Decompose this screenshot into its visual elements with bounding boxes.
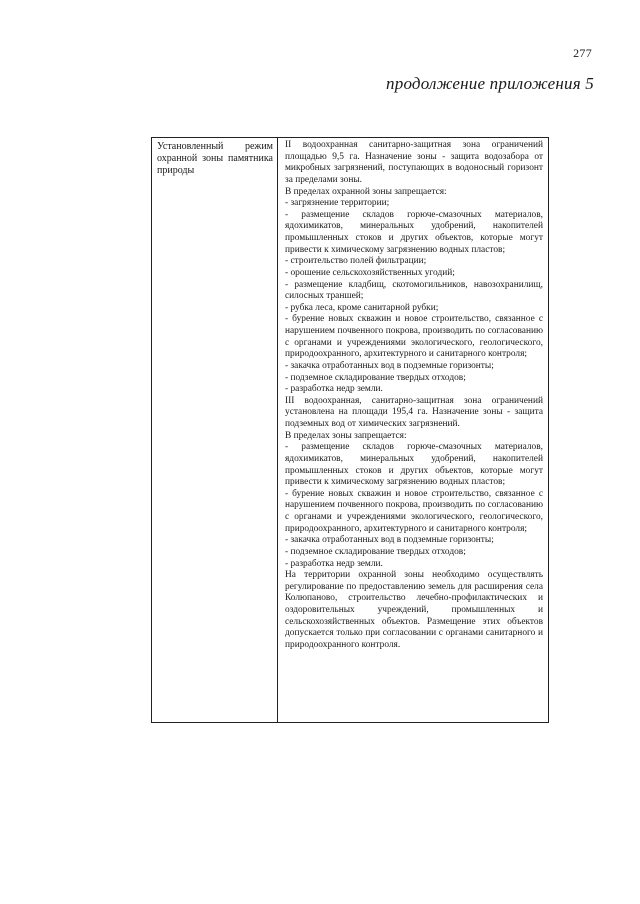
- list-item: - строительство полей фильтрации;: [285, 256, 427, 267]
- list-item: - разработка недр земли.: [285, 384, 383, 395]
- list-item: - загрязнение территории;: [285, 198, 390, 209]
- list-item: - рубка леса, кроме санитарной рубки;: [285, 302, 439, 313]
- zone-iii-description: III водоохранная, санитарно-защитная зона ограничений установлена на площади 195,4 га. Назначение зоны - защита подземных вод от химических загрязнений.: [285, 395, 543, 429]
- list-item: - размещение кладбищ, скотомогильников, навозохранилищ, силосных траншей;: [285, 279, 543, 302]
- regime-description-cell: [278, 138, 548, 722]
- land-regulation-paragraph: На территории охранной зоны необходимо осуществлять регулирование по предоставлению земель для расширения села Колюпаново, строительство лечебно-профилактических и оздоровительных учреждений, промышленных и сельскохозяйственных объектов. Размещение этих объектов допускается только при согласовании с органами санитарного и природоохранного контроля.: [285, 570, 543, 650]
- list-item: - подземное складирование твердых отходов;: [285, 546, 466, 557]
- appendix-continuation-heading: продолжение приложения 5: [386, 74, 594, 93]
- page-number: 277: [573, 46, 592, 60]
- list-item: - разработка недр земли.: [285, 558, 383, 569]
- regime-table: [151, 137, 549, 723]
- list-item: - закачка отработанных вод в подземные горизонты;: [285, 360, 494, 371]
- list-item: - размещение складов горюче-смазочных материалов, ядохимикатов, минеральных удобрений, накопителей промышленных стоков и других объектов, которые могут привести к химическому загрязнению водных пластов;: [285, 209, 543, 255]
- zone-iii-prohibitions-heading: В пределах зоны запрещается:: [285, 430, 407, 441]
- list-item: - подземное складирование твердых отходов;: [285, 372, 466, 383]
- list-item: - орошение сельскохозяйственных угодий;: [285, 267, 455, 278]
- list-item: - закачка отработанных вод в подземные горизонты;: [285, 535, 494, 546]
- list-item: - размещение складов горюче-смазочных материалов, ядохимикатов, минеральных удобрений, накопителей промышленных стоков и других объектов, которые могут привести к химическому загрязнению водных пластов;: [285, 442, 543, 488]
- list-item: - бурение новых скважин и новое строительство, связанное с нарушением почвенного покрова, производить по согласованию с органами и учреждениями экологического, геологического, природоохранного, архитектурного и санитарного контроля;: [285, 488, 543, 534]
- list-item: - бурение новых скважин и новое строительство, связанное с нарушением почвенного покрова, производить по согласованию с органами и учреждениями экологического, геологического, природоохранного, архитектурного и санитарного контроля;: [285, 314, 543, 360]
- zone-ii-description: II водоохранная санитарно-защитная зона ограничений площадью 9,5 га. Назначение зоны - защита водозабора от микробных загрязнений, поступающих в водоносный горизонт за пределами зоны.: [285, 140, 543, 185]
- regime-label-cell: Установленный режим охранной зоны памятника природы: [152, 138, 278, 722]
- zone-ii-prohibitions-heading: В пределах охранной зоны запрещается:: [285, 186, 447, 197]
